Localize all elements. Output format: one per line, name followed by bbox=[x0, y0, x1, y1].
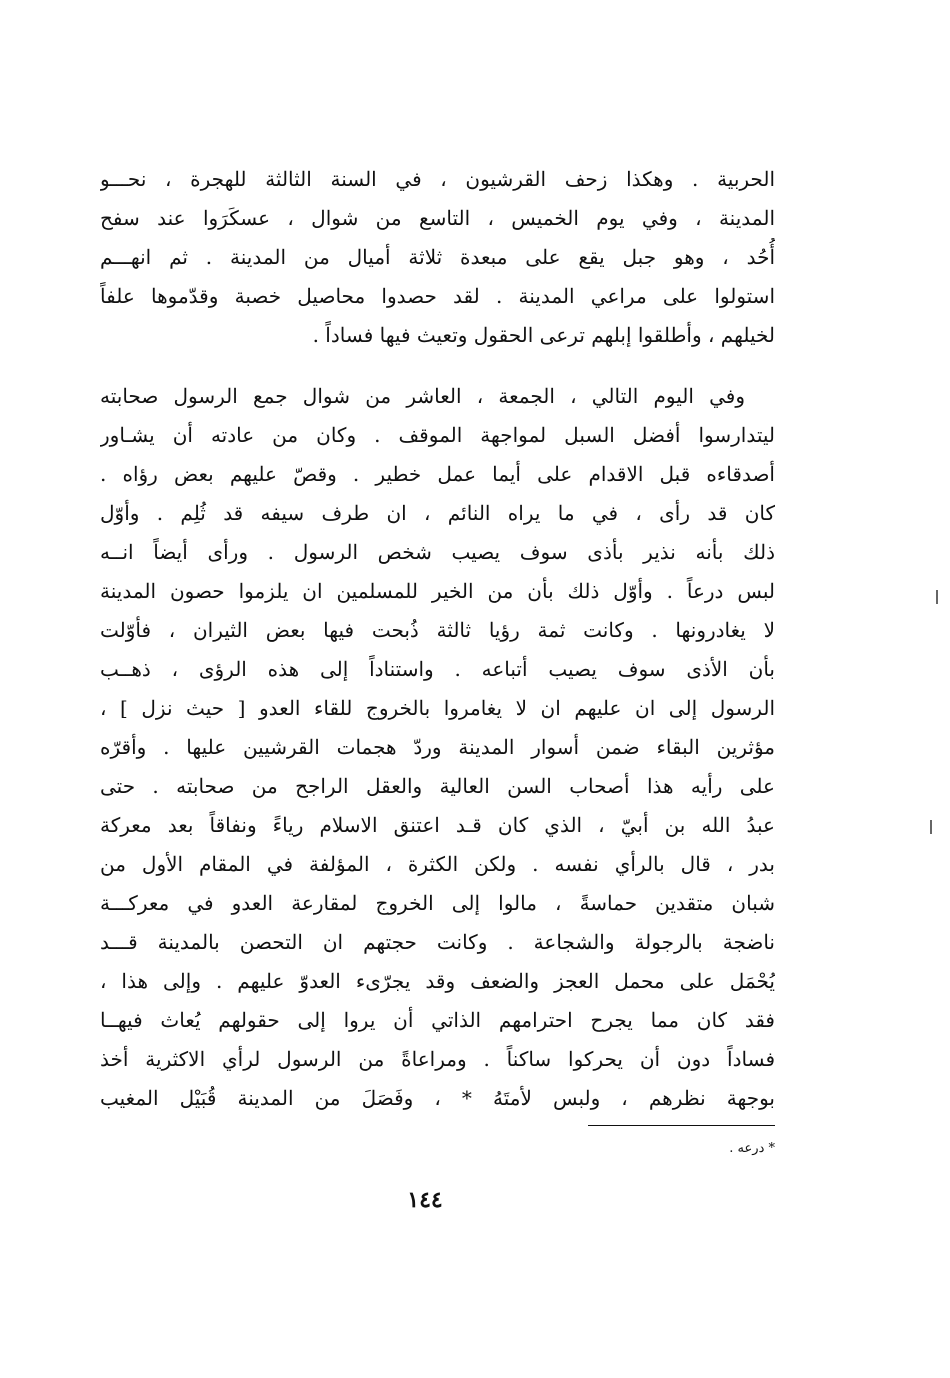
text-line: استولوا على مراعي المدينة . لقد حصدوا محاصيل خصبة وقدّموها علفاً bbox=[100, 284, 775, 308]
text-line: كان قد رأى ، في ما يراه النائم ، ان طرف سيفه قد ثُلِم . وأوّل bbox=[100, 501, 775, 525]
text-line: لا يغادرونها . وكانت ثمة رؤيا ثالثة ذُبحت فيها بعض الثيران ، فأوّلت bbox=[100, 618, 775, 642]
text-line: أصدقاءه قبل الاقدام على أيما عمل خطير . وقصّ عليهم بعض رؤاه . bbox=[100, 462, 775, 486]
text-line: بأن الأذى سوف يصيب أتباعه . واستناداً إلى هذه الرؤى ، ذهــب bbox=[100, 657, 775, 681]
text-line: لبس درعاً . وأوّل ذلك بأن من الخير للمسلمين ان يلزموا حصون المدينة bbox=[100, 579, 775, 603]
scan-speck bbox=[930, 820, 932, 834]
text-line: وفي اليوم التالي ، الجمعة ، العاشر من شوال جمع الرسول صحابته bbox=[100, 384, 745, 408]
text-line: أُحُد ، وهو جبل يقع على مبعدة ثلاثة أميال من المدينة . ثم انهـــم bbox=[100, 245, 775, 269]
text-line: بوجهة نظرهم ، ولبس لأمتَهُ * ، وفَصَلَ من المدينة قُبَيْل المغيب bbox=[100, 1086, 775, 1110]
text-line: ذلك بأنه نذير بأذى سوف يصيب شخص الرسول . ورأى أيضاً انــه bbox=[100, 540, 775, 564]
text-line: شبان متقدين حماسةً ، مالوا إلى الخروج لمقارعة العدو في معركـــة bbox=[100, 891, 775, 915]
text-line: ناضجة بالرجولة والشجاعة . وكانت حجتهم ان التحصن بالمدينة قـــد bbox=[100, 930, 775, 954]
text-line: ليتدارسوا أفضل السبل لمواجهة الموقف . وكان من عادته أن يشـاور bbox=[100, 423, 775, 447]
text-line: فقد كان مما يجرح احترامهم الذاتي أن يروا إلى حقولهم يُعاث فيهــا bbox=[100, 1008, 775, 1032]
text-line: بدر ، قال بالرأي نفسه . ولكن الكثرة ، المؤلفة في المقام الأول من bbox=[100, 852, 775, 876]
text-line: المدينة ، وفي يوم الخميس ، التاسع من شوال ، عسكَرَوا عند سفح bbox=[100, 206, 775, 230]
paragraph-1 bbox=[100, 160, 775, 355]
paragraph-2 bbox=[100, 377, 775, 1118]
paragraph-spacer bbox=[100, 355, 775, 377]
footnote: * درعه . bbox=[729, 1141, 775, 1156]
text-line: مؤثرين البقاء ضمن أسوار المدينة وردّ هجمات القرشيين عليها . وأقرّه bbox=[100, 735, 775, 759]
text-line: يُحْمَل على محمل العجز والضعف وقد يجرّىء العدوّ عليهم . وإلى هذا ، bbox=[100, 969, 775, 993]
text-line: على رأيه هذا أصحاب السن العالية والعقل الراجح من صحابته . حتى bbox=[100, 774, 775, 798]
footnote-rule bbox=[588, 1125, 775, 1126]
scan-speck bbox=[936, 590, 938, 604]
text-line: الرسول إلى ان عليهم ان لا يغامروا بالخروج للقاء العدو [ حيث نزل ] ، bbox=[100, 696, 775, 720]
text-line: لخيلهم ، وأطلقوا إبلهم ترعى الحقول وتعيث فيها فساداً . bbox=[312, 323, 775, 347]
body-text bbox=[100, 160, 775, 1118]
text-line: فساداً دون أن يحركوا ساكناً . ومراعاةً من الرسول لرأي الاكثرية أخذ bbox=[100, 1047, 775, 1071]
text-line: عبدُ الله بن أبيّ ، الذي كان قـد اعتنق الاسلام رياءً ونفاقاً بعد معركة bbox=[100, 813, 775, 837]
text-line: الحربية . وهكذا زحف القرشيون ، في السنة الثالثة للهجرة ، نحـــو bbox=[100, 167, 775, 191]
page-number: ١٤٤ bbox=[407, 1187, 443, 1213]
